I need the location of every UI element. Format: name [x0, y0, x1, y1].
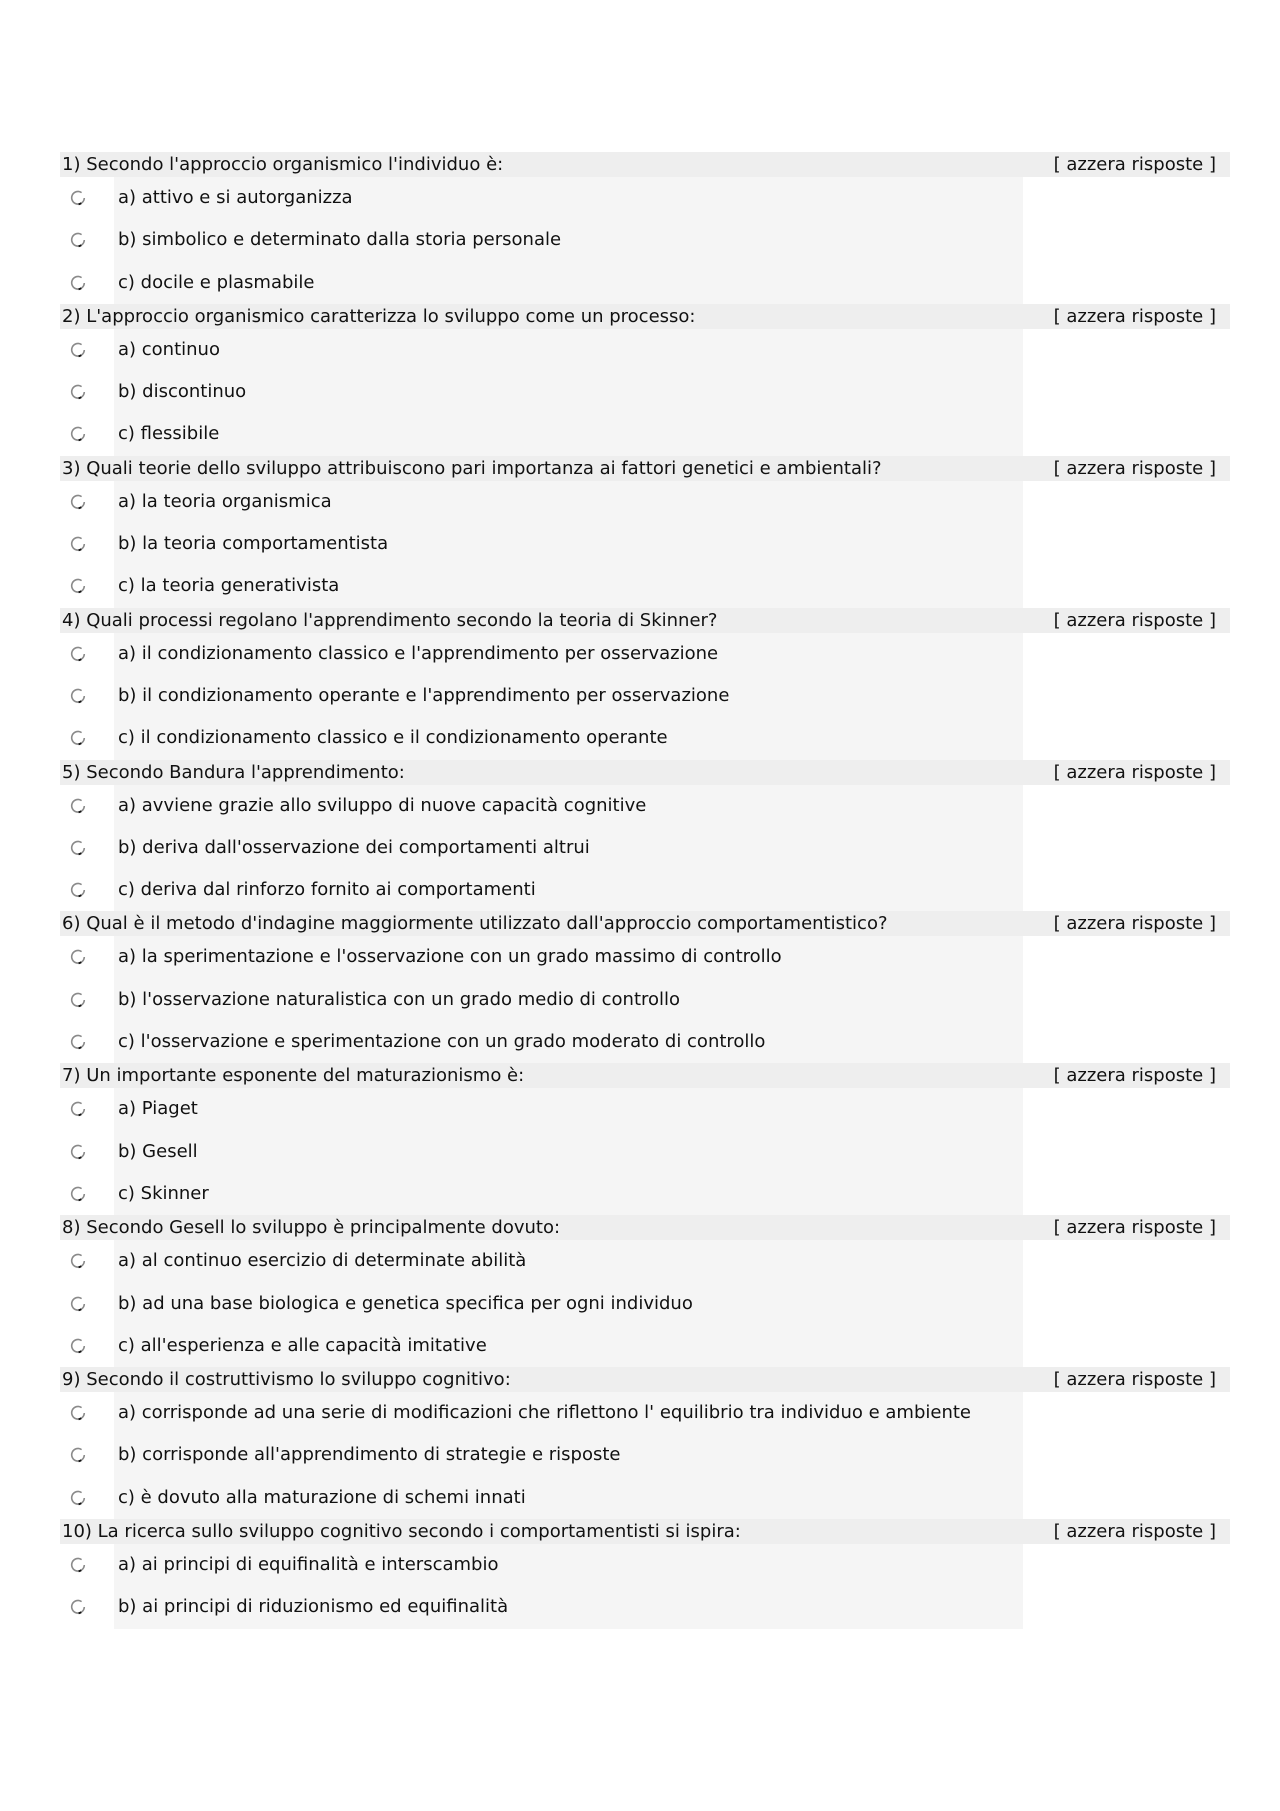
answer-option-label: c) il condizionamento classico e il condizionamento operante	[118, 727, 668, 749]
radio-button-icon[interactable]	[70, 190, 86, 206]
answer-option[interactable]	[114, 633, 1023, 675]
answer-area	[60, 1392, 1230, 1519]
answer-area	[60, 785, 1230, 912]
answer-option[interactable]	[114, 565, 1023, 607]
question-block	[60, 760, 1230, 912]
question-text: 1) Secondo l'approccio organismico l'individuo è:	[62, 154, 504, 175]
answer-option-label: a) continuo	[118, 338, 220, 360]
radio-button-icon[interactable]	[70, 840, 86, 856]
answer-option[interactable]	[114, 262, 1023, 304]
answer-option[interactable]	[114, 1544, 1023, 1586]
answer-options	[114, 633, 1023, 760]
reset-answers-link[interactable]: [ azzera risposte ]	[1053, 1521, 1216, 1543]
question-block	[60, 456, 1230, 608]
question-block	[60, 1063, 1230, 1215]
answer-area	[60, 481, 1230, 608]
answer-option-label: b) ai principi di riduzionismo ed equifinalità	[118, 1596, 509, 1618]
question-text: 5) Secondo Bandura l'apprendimento:	[62, 761, 405, 783]
radio-column	[60, 1240, 114, 1367]
reset-answers-link[interactable]: [ azzera risposte ]	[1053, 913, 1216, 935]
radio-button-icon[interactable]	[70, 730, 86, 746]
answer-option-label: a) ai principi di equifinalità e interscambio	[118, 1554, 499, 1576]
question-text: 7) Un importante esponente del maturazionismo è:	[62, 1065, 525, 1087]
radio-column	[60, 936, 114, 1063]
answer-option[interactable]	[114, 675, 1023, 717]
radio-button-icon[interactable]	[70, 1034, 86, 1050]
reset-answers-link[interactable]: [ azzera risposte ]	[1053, 305, 1216, 327]
answer-option[interactable]	[114, 1392, 1023, 1434]
question-header	[60, 152, 1230, 177]
answer-option-label: c) è dovuto alla maturazione di schemi innati	[118, 1486, 526, 1508]
answer-option[interactable]	[114, 371, 1023, 413]
answer-option-label: a) attivo e si autorganizza	[118, 187, 353, 208]
question-header	[60, 1215, 1230, 1240]
answer-option-label: b) corrisponde all'apprendimento di strategie e risposte	[118, 1444, 621, 1466]
reset-answers-link[interactable]: [ azzera risposte ]	[1053, 609, 1216, 631]
question-block	[60, 1519, 1230, 1629]
answer-options	[114, 481, 1023, 608]
radio-button-icon[interactable]	[70, 1490, 86, 1506]
answer-area	[60, 936, 1230, 1063]
answer-area	[60, 177, 1230, 304]
answer-area	[60, 1544, 1230, 1629]
answer-option-label: a) il condizionamento classico e l'apprendimento per osservazione	[118, 642, 719, 664]
radio-column	[60, 1544, 114, 1629]
answer-option[interactable]	[114, 1434, 1023, 1476]
radio-column	[60, 1392, 114, 1519]
answer-option-label: b) l'osservazione naturalistica con un grado medio di controllo	[118, 988, 681, 1010]
radio-button-icon[interactable]	[70, 232, 86, 248]
answer-option[interactable]	[114, 413, 1023, 455]
answer-option-label: a) avviene grazie allo sviluppo di nuove capacità cognitive	[118, 794, 647, 816]
radio-button-icon[interactable]	[70, 1557, 86, 1573]
answer-option[interactable]	[114, 1240, 1023, 1282]
answer-options	[114, 936, 1023, 1063]
question-block	[60, 1367, 1230, 1519]
answer-option[interactable]	[114, 785, 1023, 827]
answer-options	[114, 329, 1023, 456]
answer-option[interactable]	[114, 979, 1023, 1021]
answer-area	[60, 633, 1230, 760]
answer-option-label: b) deriva dall'osservazione dei comportamenti altrui	[118, 836, 590, 858]
answer-area	[60, 1240, 1230, 1367]
answer-option-label: c) all'esperienza e alle capacità imitative	[118, 1334, 487, 1356]
answer-option-label: b) discontinuo	[118, 381, 247, 403]
answer-options	[114, 1392, 1023, 1519]
answer-option-label: b) Gesell	[118, 1140, 198, 1162]
radio-button-icon[interactable]	[70, 536, 86, 552]
radio-button-icon[interactable]	[70, 426, 86, 442]
radio-button-icon[interactable]	[70, 384, 86, 400]
reset-answers-link[interactable]: [ azzera risposte ]	[1053, 457, 1216, 479]
question-header	[60, 760, 1230, 785]
question-text: 6) Qual è il metodo d'indagine maggiormente utilizzato dall'approccio comportamentistico?	[62, 913, 888, 935]
radio-button-icon[interactable]	[70, 1144, 86, 1160]
radio-button-icon[interactable]	[70, 688, 86, 704]
radio-button-icon[interactable]	[70, 342, 86, 358]
question-header	[60, 1519, 1230, 1544]
answer-option-label: a) corrisponde ad una serie di modificazioni che riflettono l' equilibrio tra individuo e ambiente	[118, 1402, 971, 1424]
answer-area	[60, 1088, 1230, 1215]
question-header	[60, 1367, 1230, 1392]
reset-answers-link[interactable]: [ azzera risposte ]	[1053, 154, 1216, 175]
radio-button-icon[interactable]	[70, 1253, 86, 1269]
answer-option[interactable]	[114, 177, 1023, 219]
reset-answers-link[interactable]: [ azzera risposte ]	[1053, 761, 1216, 783]
answer-option-label: b) simbolico e determinato dalla storia personale	[118, 229, 562, 251]
answer-option[interactable]	[114, 827, 1023, 869]
radio-button-icon[interactable]	[70, 1338, 86, 1354]
question-block	[60, 1215, 1230, 1367]
radio-button-icon[interactable]	[70, 1599, 86, 1615]
answer-option[interactable]	[114, 1173, 1023, 1215]
radio-button-icon[interactable]	[70, 1405, 86, 1421]
question-text: 3) Quali teorie dello sviluppo attribuiscono pari importanza ai fattori genetici e ambientali?	[62, 457, 882, 479]
answer-option[interactable]	[114, 219, 1023, 261]
question-text: 2) L'approccio organismico caratterizza lo sviluppo come un processo:	[62, 305, 696, 327]
answer-options	[114, 785, 1023, 912]
answer-area	[60, 329, 1230, 456]
radio-button-icon[interactable]	[70, 1186, 86, 1202]
question-block	[60, 304, 1230, 456]
answer-option-label: c) l'osservazione e sperimentazione con un grado moderato di controllo	[118, 1031, 766, 1053]
radio-button-icon[interactable]	[70, 882, 86, 898]
answer-option[interactable]	[114, 936, 1023, 978]
answer-option[interactable]	[114, 1131, 1023, 1173]
radio-button-icon[interactable]	[70, 1101, 86, 1117]
radio-button-icon[interactable]	[70, 646, 86, 662]
question-text: 4) Quali processi regolano l'apprendimento secondo la teoria di Skinner?	[62, 609, 718, 631]
radio-button-icon[interactable]	[70, 275, 86, 291]
reset-answers-link[interactable]: [ azzera risposte ]	[1053, 1217, 1216, 1239]
answer-option-label: a) al continuo esercizio di determinate abilità	[118, 1250, 527, 1272]
answer-option[interactable]	[114, 717, 1023, 759]
question-text: 10) La ricerca sullo sviluppo cognitivo secondo i comportamentisti si ispira:	[62, 1521, 741, 1543]
quiz-form	[60, 152, 1230, 1629]
answer-option-label: c) Skinner	[118, 1182, 209, 1204]
answer-option-label: c) deriva dal rinforzo fornito ai comportamenti	[118, 879, 536, 901]
question-text: 9) Secondo il costruttivismo lo sviluppo cognitivo:	[62, 1369, 511, 1391]
question-header	[60, 1063, 1230, 1088]
question-text: 8) Secondo Gesell lo sviluppo è principalmente dovuto:	[62, 1217, 561, 1239]
question-block	[60, 608, 1230, 760]
answer-option[interactable]	[114, 1021, 1023, 1063]
reset-answers-link[interactable]: [ azzera risposte ]	[1053, 1369, 1216, 1391]
radio-button-icon[interactable]	[70, 949, 86, 965]
answer-option[interactable]	[114, 1477, 1023, 1519]
answer-option-label: c) la teoria generativista	[118, 575, 340, 597]
question-block	[60, 152, 1230, 304]
question-header	[60, 911, 1230, 936]
answer-option-label: c) docile e plasmabile	[118, 271, 315, 293]
answer-options	[114, 1240, 1023, 1367]
radio-button-icon[interactable]	[70, 1447, 86, 1463]
answer-option[interactable]	[114, 869, 1023, 911]
answer-option[interactable]	[114, 1586, 1023, 1628]
answer-option-label: a) la sperimentazione e l'osservazione con un grado massimo di controllo	[118, 946, 782, 968]
radio-button-icon[interactable]	[70, 494, 86, 510]
answer-option[interactable]	[114, 1283, 1023, 1325]
radio-column	[60, 785, 114, 912]
answer-option-label: b) la teoria comportamentista	[118, 533, 389, 555]
answer-option[interactable]	[114, 1088, 1023, 1130]
radio-button-icon[interactable]	[70, 798, 86, 814]
answer-option[interactable]	[114, 481, 1023, 523]
answer-option-label: a) Piaget	[118, 1098, 198, 1120]
answer-option[interactable]	[114, 329, 1023, 371]
answer-option-label: c) flessibile	[118, 423, 220, 445]
question-header	[60, 304, 1230, 329]
radio-button-icon[interactable]	[70, 992, 86, 1008]
answer-option[interactable]	[114, 1325, 1023, 1367]
answer-option[interactable]	[114, 523, 1023, 565]
reset-answers-link[interactable]: [ azzera risposte ]	[1053, 1065, 1216, 1087]
answer-option-label: b) il condizionamento operante e l'apprendimento per osservazione	[118, 684, 730, 706]
radio-button-icon[interactable]	[70, 578, 86, 594]
radio-column	[60, 633, 114, 760]
question-header	[60, 608, 1230, 633]
question-block	[60, 911, 1230, 1063]
answer-options	[114, 1544, 1023, 1629]
answer-option-label: b) ad una base biologica e genetica specifica per ogni individuo	[118, 1292, 693, 1314]
radio-column	[60, 177, 114, 304]
radio-column	[60, 481, 114, 608]
answer-options	[114, 177, 1023, 304]
answer-option-label: a) la teoria organismica	[118, 490, 332, 512]
question-header	[60, 456, 1230, 481]
radio-button-icon[interactable]	[70, 1296, 86, 1312]
radio-column	[60, 329, 114, 456]
answer-options	[114, 1088, 1023, 1215]
radio-column	[60, 1088, 114, 1215]
